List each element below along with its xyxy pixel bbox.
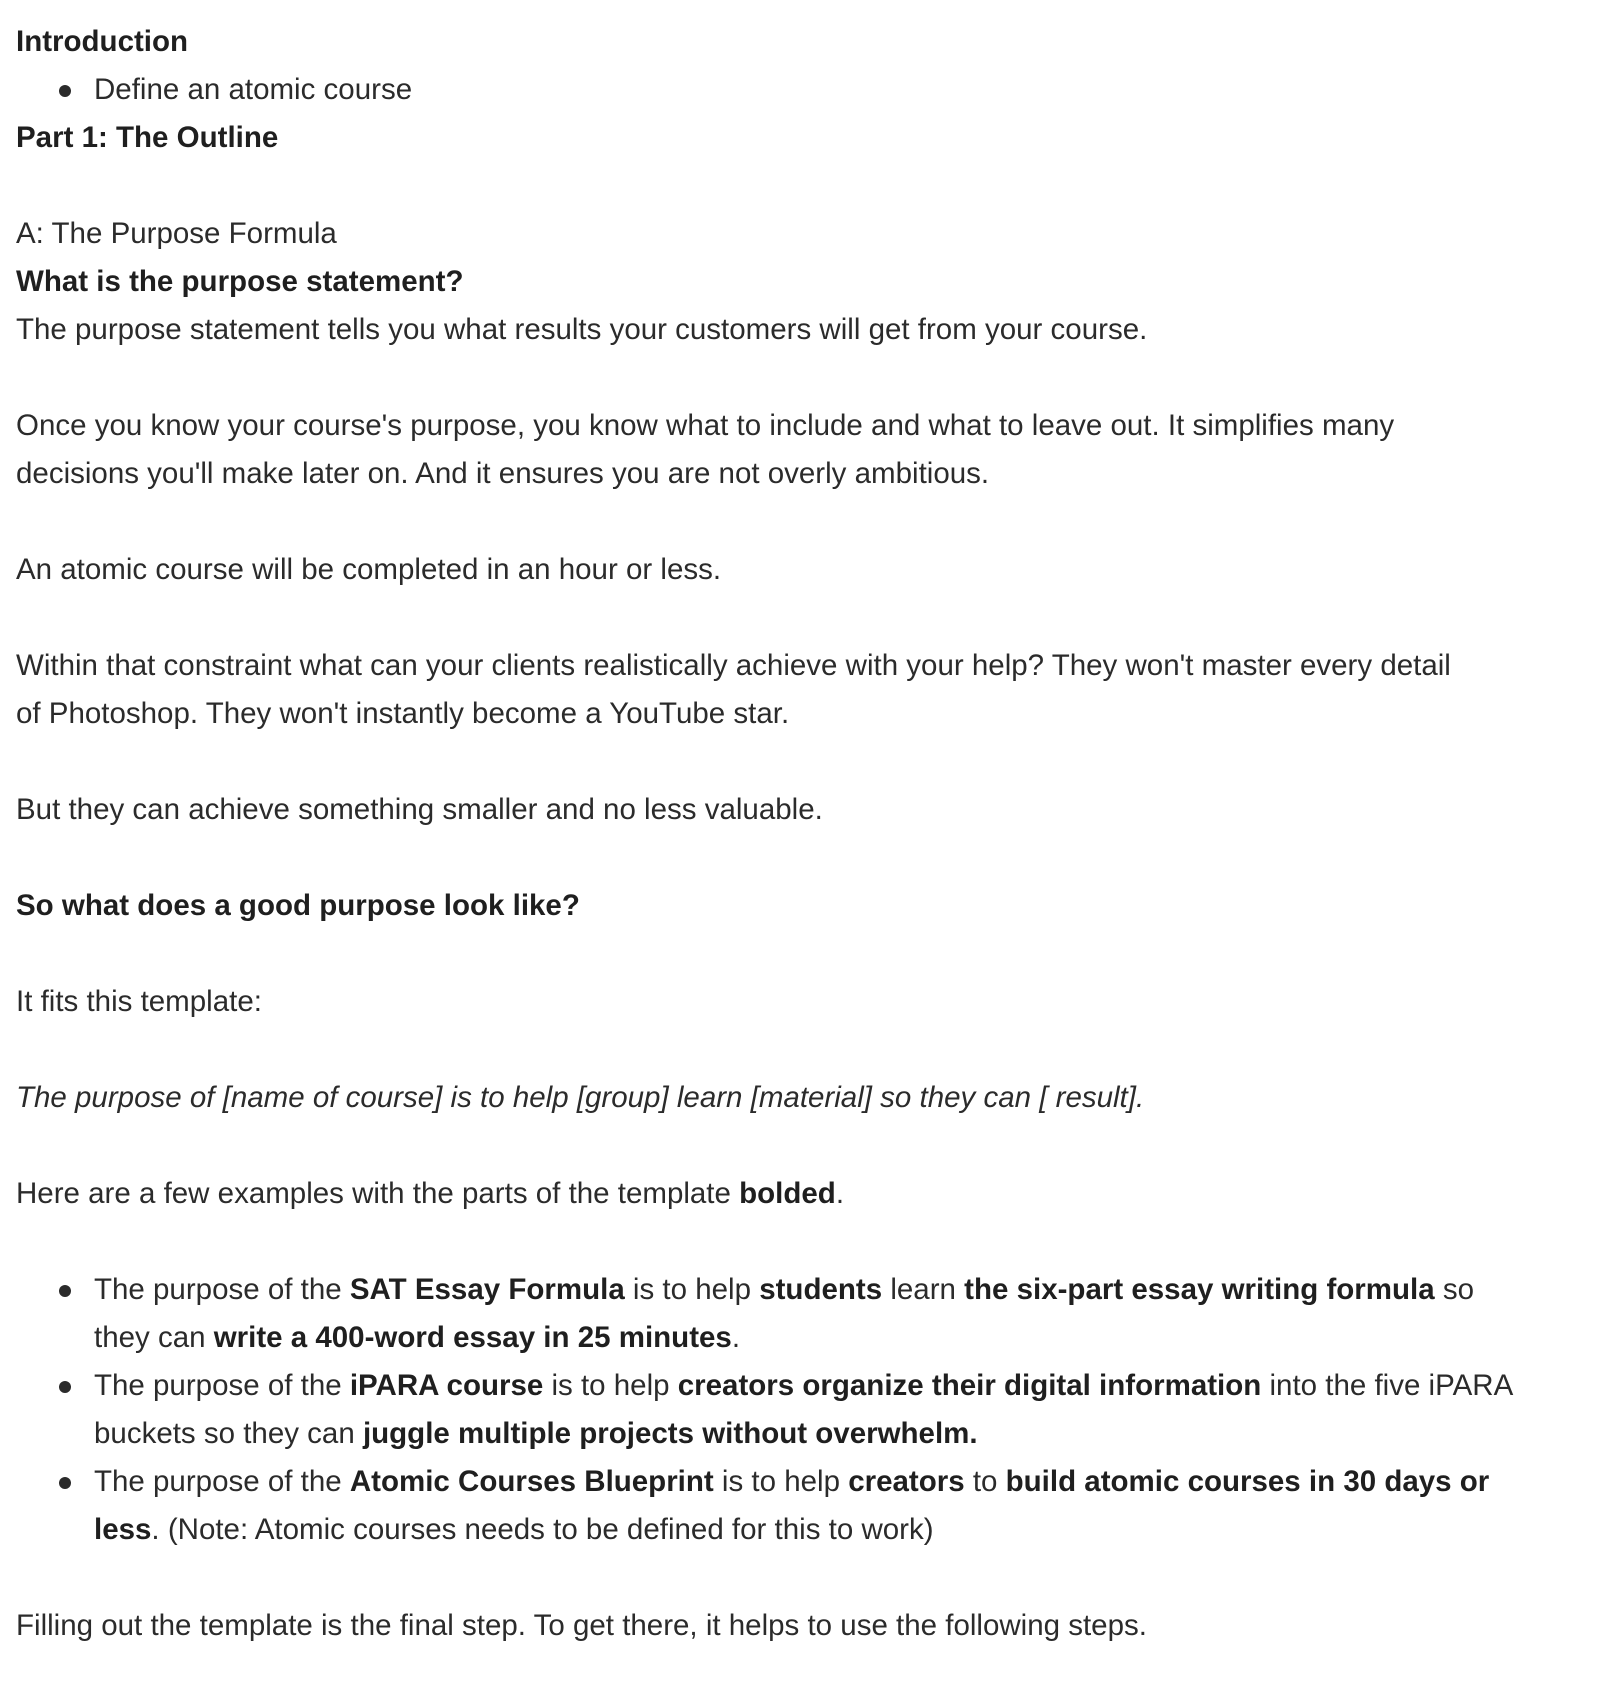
list-item bbox=[94, 1458, 1576, 1554]
paragraph-smaller-value: But they can achieve something smaller and no less valuable. bbox=[16, 793, 823, 826]
example-atomic-courses: The purpose of the Atomic Courses Blueprint is to help creators to build atomic courses in 30 days or less. (Note: Atomic courses needs to be defined for this to work) bbox=[94, 1465, 1490, 1546]
section-a-title: A: The Purpose Formula bbox=[16, 217, 337, 250]
intro-bullet-list bbox=[16, 66, 1576, 114]
spacer bbox=[16, 1218, 1576, 1266]
list-item-text: Define an atomic course bbox=[94, 73, 413, 106]
spacer bbox=[16, 354, 1576, 402]
spacer bbox=[16, 1554, 1576, 1602]
paragraph-completion-time: An atomic course will be completed in an hour or less. bbox=[16, 553, 722, 586]
spacer bbox=[16, 930, 1576, 978]
bullet-icon bbox=[59, 1285, 71, 1297]
list-item bbox=[94, 66, 1576, 114]
paragraph-template-intro: It fits this template: bbox=[16, 985, 262, 1018]
paragraph-final-step: Filling out the template is the final step. To get there, it helps to use the following steps. bbox=[16, 1609, 1147, 1642]
paragraph-constraint: Within that constraint what can your clients realistically achieve with your help? They won't master every detail of Photoshop. They won't instantly become a YouTube star. bbox=[16, 649, 1451, 730]
intro-heading: Introduction bbox=[16, 25, 189, 58]
paragraph-purpose-benefits: Once you know your course's purpose, you know what to include and what to leave out. It simplifies many decisions you'll make later on. And it ensures you are not overly ambitious. bbox=[16, 409, 1395, 490]
spacer bbox=[16, 834, 1576, 882]
spacer bbox=[16, 738, 1576, 786]
bullet-icon bbox=[59, 85, 71, 97]
spacer bbox=[16, 594, 1576, 642]
paragraph-examples-intro: Here are a few examples with the parts of the template bolded. bbox=[16, 1177, 845, 1210]
list-item bbox=[94, 1362, 1576, 1458]
example-sat: The purpose of the SAT Essay Formula is to help students learn the six-part essay writing formula so they can write a 400-word essay in 25 minutes. bbox=[94, 1273, 1474, 1354]
bullet-icon bbox=[59, 1381, 71, 1393]
purpose-template: The purpose of [name of course] is to help [group] learn [material] so they can [ result]. bbox=[16, 1081, 1145, 1114]
question-good-purpose: So what does a good purpose look like? bbox=[16, 889, 580, 922]
example-ipara: The purpose of the iPARA course is to help creators organize their digital information into the five iPARA buckets so they can juggle multiple projects without overwhelm. bbox=[94, 1369, 1512, 1450]
bullet-icon bbox=[59, 1477, 71, 1489]
part1-heading: Part 1: The Outline bbox=[16, 121, 279, 154]
spacer bbox=[16, 1122, 1576, 1170]
spacer bbox=[16, 1026, 1576, 1074]
spacer bbox=[16, 162, 1576, 210]
spacer bbox=[16, 498, 1576, 546]
paragraph-purpose-definition: The purpose statement tells you what results your customers will get from your course. bbox=[16, 313, 1148, 346]
list-item bbox=[94, 1266, 1576, 1362]
examples-list bbox=[16, 1266, 1576, 1554]
question-purpose-statement: What is the purpose statement? bbox=[16, 265, 464, 298]
